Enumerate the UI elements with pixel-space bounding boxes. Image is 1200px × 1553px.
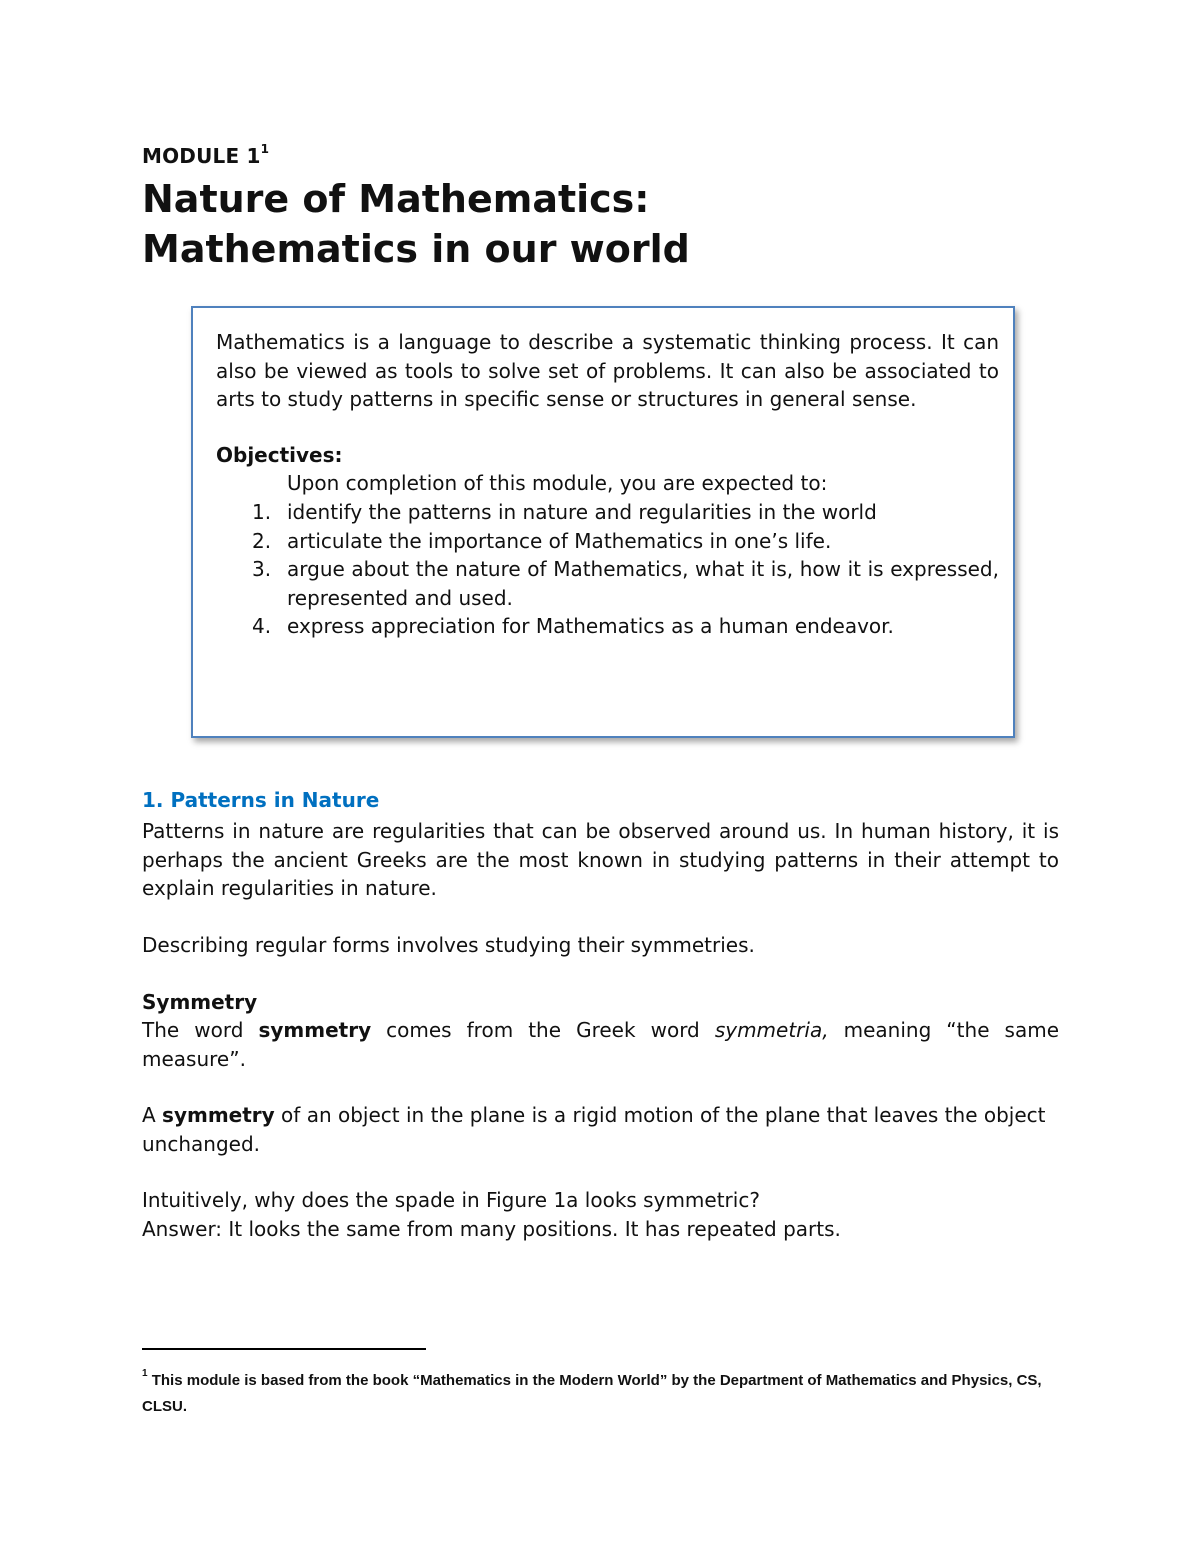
footnote — [142, 1364, 1062, 1420]
footnote-reference[interactable]: 1 — [260, 142, 270, 157]
objective-text: argue about the nature of Mathematics, what it is, how it is expressed, represented and used. — [287, 557, 999, 610]
symmetry-term: symmetry — [162, 1103, 275, 1127]
symmetry-definition-text: The word — [142, 1018, 259, 1042]
symmetry-heading: Symmetry — [142, 990, 258, 1014]
spade-question: Intuitively, why does the spade in Figure 1a looks symmetric? — [142, 1188, 760, 1212]
objective-item — [216, 498, 999, 527]
footnote-divider — [142, 1348, 426, 1350]
objectives-intro: Upon completion of this module, you are expected to: — [287, 471, 828, 496]
title-line-1: Nature of Mathematics: — [142, 177, 650, 221]
module-description: Mathematics is a language to describe a systematic thinking process. It can also be viewed as tools to solve set of problems. It can also be associated to arts to study patterns in specific sense or structures in general sense. — [216, 330, 999, 412]
objective-text: express appreciation for Mathematics as a human endeavor. — [287, 614, 894, 639]
symmetry-rigid-motion — [142, 1101, 1059, 1158]
objective-item — [216, 527, 999, 556]
symmetries-paragraph: Describing regular forms involves studying their symmetries. — [142, 933, 755, 957]
page-title — [142, 174, 690, 274]
symmetry-definition-text: meaning “the same measure”. — [142, 1018, 1059, 1071]
module-label-text: MODULE 1 — [142, 144, 261, 168]
objective-number: 3. — [252, 557, 272, 582]
objective-text: articulate the importance of Mathematics in one’s life. — [287, 528, 832, 553]
overview-box — [191, 306, 1015, 738]
objective-number: 1. — [252, 499, 272, 524]
overview-box-content — [216, 328, 999, 641]
symmetry-definition-text: comes from the Greek word — [371, 1018, 715, 1042]
patterns-paragraph: Patterns in nature are regularities that can be observed around us. In human history, it is perhaps the ancient Greeks are the most known in studying patterns in their attempt to explain regularities in nature. — [142, 819, 1059, 901]
symmetry-definition — [142, 1016, 1059, 1073]
section-heading-patterns: 1. Patterns in Nature — [142, 788, 380, 812]
rigid-motion-text: of an object in the plane is a rigid motion of the plane that leaves the object unchanged. — [142, 1103, 1046, 1156]
footnote-number: 1 — [142, 1368, 148, 1379]
objective-number: 2. — [252, 528, 272, 553]
title-line-2: Mathematics in our world — [142, 227, 690, 271]
objective-number: 4. — [252, 614, 272, 639]
rigid-motion-text: A — [142, 1103, 163, 1127]
objective-item — [216, 612, 999, 641]
objective-text: identify the patterns in nature and regularities in the world — [287, 499, 877, 524]
module-label — [142, 144, 269, 168]
objective-item — [216, 555, 999, 612]
spade-answer: Answer: It looks the same from many positions. It has repeated parts. — [142, 1217, 841, 1241]
footnote-text: This module is based from the book “Mathematics in the Modern World” by the Department of Mathematics and Physics, CS, CLSU. — [142, 1372, 1042, 1415]
symmetry-term: symmetry — [258, 1018, 372, 1042]
objectives-list — [216, 498, 999, 641]
greek-term: symmetria, — [714, 1018, 829, 1042]
objectives-heading: Objectives: — [216, 442, 343, 467]
